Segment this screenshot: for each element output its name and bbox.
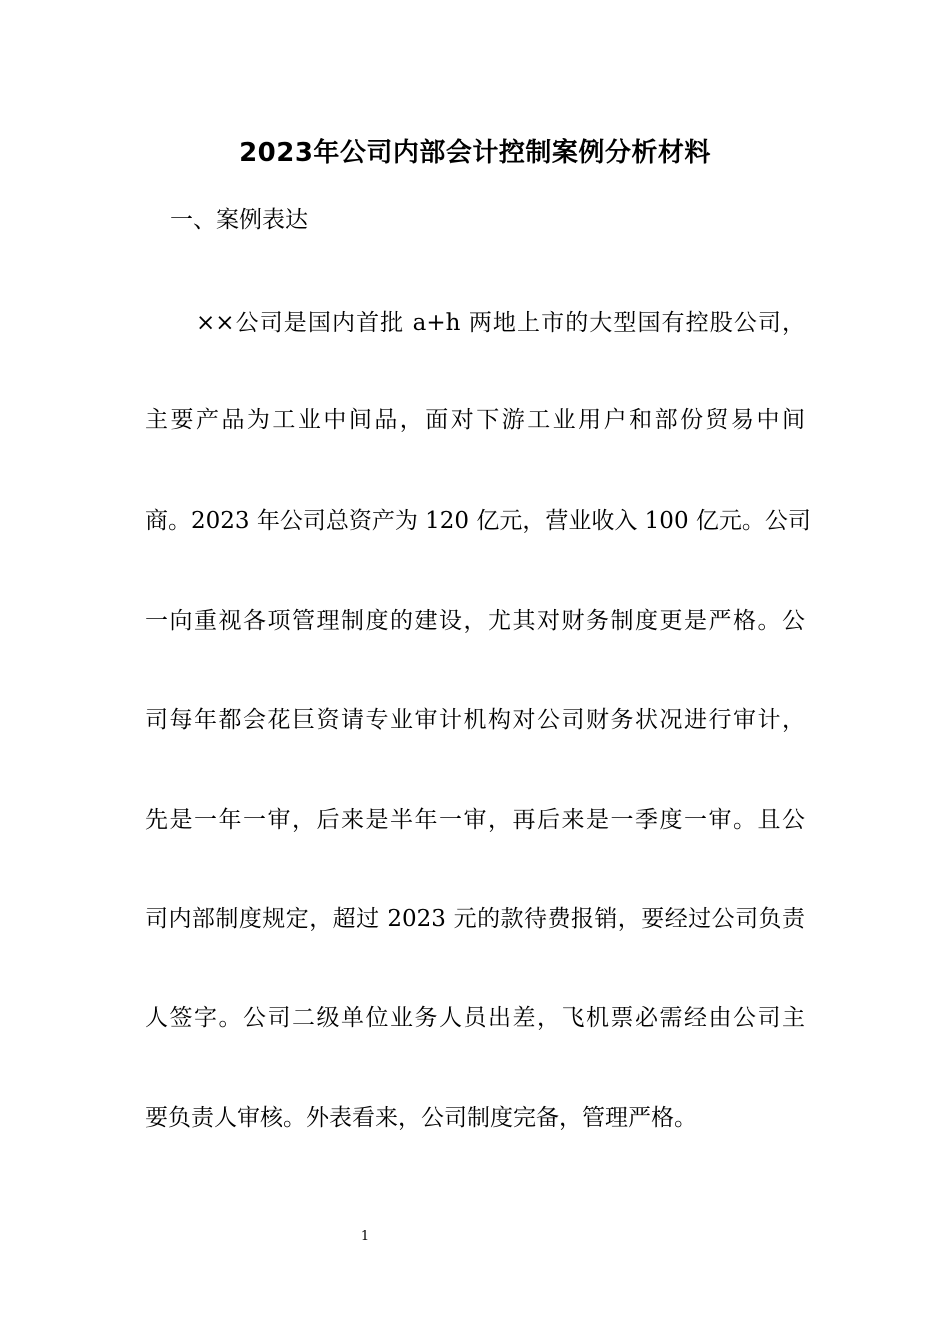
paragraph-line: ××公司是国内首批 a+h 两地上市的大型国有控股公司， — [196, 310, 805, 336]
paragraph-line: 主要产品为工业中间品，面对下游工业用户和部份贸易中间 — [145, 407, 805, 433]
page-number: 1 — [360, 1229, 370, 1244]
document-title: 2023年公司内部会计控制案例分析材料 — [239, 138, 711, 168]
paragraph-line: 司每年都会花巨资请专业审计机构对公司财务状况进行审计， — [145, 707, 805, 733]
paragraph-line: 一向重视各项管理制度的建设，尤其对财务制度更是严格。公 — [145, 608, 805, 634]
section-heading: 一、案例表达 — [170, 207, 308, 233]
paragraph-line: 人签字。公司二级单位业务人员出差，飞机票必需经由公司主 — [145, 1005, 805, 1031]
paragraph-line: 先是一年一审，后来是半年一审，再后来是一季度一审。且公 — [145, 807, 805, 833]
paragraph-line: 商。2023 年公司总资产为 120 亿元，营业收入 100 亿元。公司 — [145, 508, 811, 534]
paragraph-line: 要负责人审核。外表看来，公司制度完备，管理严格。 — [145, 1105, 697, 1131]
paragraph-line: 司内部制度规定，超过 2023 元的款待费报销，要经过公司负责 — [145, 906, 805, 932]
